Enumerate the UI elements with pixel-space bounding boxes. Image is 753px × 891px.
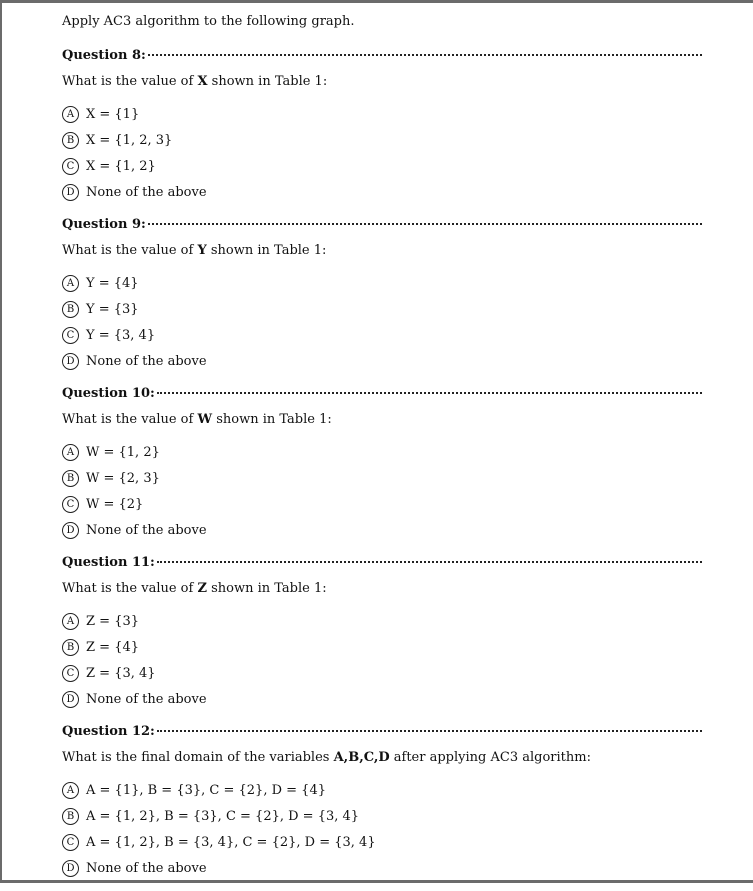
option-letter-circle[interactable]: C: [62, 834, 79, 851]
prompt-variable: X: [197, 74, 208, 89]
options-list: [62, 777, 702, 881]
prompt-text: after applying AC3 algorithm:: [389, 750, 591, 765]
option-text: A = {1, 2}, B = {3, 4}, C = {2}, D = {3, 4}: [86, 834, 376, 850]
option-a[interactable]: [62, 270, 702, 296]
prompt-text: shown in Table 1:: [212, 412, 332, 427]
option-letter-circle[interactable]: A: [62, 444, 79, 461]
question-header: [62, 46, 702, 66]
option-text: A = {1, 2}, B = {3}, C = {2}, D = {3, 4}: [86, 808, 360, 824]
prompt-text: What is the value of: [62, 243, 198, 258]
prompt-text: What is the value of: [62, 74, 198, 89]
option-c[interactable]: [62, 153, 702, 179]
option-text: A = {1}, B = {3}, C = {2}, D = {4}: [86, 782, 326, 798]
question-8: [62, 46, 702, 215]
option-letter-circle[interactable]: D: [62, 522, 79, 539]
dotted-leader: [148, 223, 702, 225]
option-d[interactable]: [62, 348, 702, 374]
prompt-text: shown in Table 1:: [206, 581, 327, 596]
question-10: [62, 384, 702, 553]
option-b[interactable]: [62, 127, 702, 153]
option-letter-circle[interactable]: C: [62, 327, 79, 344]
option-letter-circle[interactable]: C: [62, 496, 79, 513]
option-text: W = {2}: [86, 496, 144, 512]
option-c[interactable]: [62, 322, 702, 348]
option-letter-circle[interactable]: D: [62, 860, 79, 877]
option-text: Y = {4}: [86, 275, 139, 291]
option-b[interactable]: [62, 803, 702, 829]
question-12: [62, 722, 702, 891]
dotted-leader: [157, 730, 702, 732]
question-prompt: [62, 241, 702, 261]
option-letter-circle[interactable]: B: [62, 808, 79, 825]
prompt-text: shown in Table 1:: [206, 243, 327, 258]
option-letter-circle[interactable]: B: [62, 132, 79, 149]
option-text: Y = {3, 4}: [86, 327, 156, 343]
option-text: X = {1, 2, 3}: [86, 132, 173, 148]
option-b[interactable]: [62, 296, 702, 322]
question-11: [62, 553, 702, 722]
question-header: [62, 722, 702, 742]
option-letter-circle[interactable]: B: [62, 301, 79, 318]
question-prompt: [62, 410, 702, 430]
question-title: Question 8:: [62, 48, 146, 63]
option-d[interactable]: [62, 517, 702, 543]
prompt-text: What is the value of: [62, 412, 198, 427]
option-text: W = {2, 3}: [86, 470, 160, 486]
option-letter-circle[interactable]: A: [62, 275, 79, 292]
option-letter-circle[interactable]: D: [62, 353, 79, 370]
question-title: Question 10:: [62, 386, 155, 401]
option-letter-circle[interactable]: A: [62, 613, 79, 630]
option-text: None of the above: [86, 522, 207, 538]
option-a[interactable]: [62, 608, 702, 634]
option-c[interactable]: [62, 829, 702, 855]
question-header: [62, 384, 702, 404]
question-prompt: [62, 579, 702, 599]
option-letter-circle[interactable]: C: [62, 158, 79, 175]
option-d[interactable]: [62, 179, 702, 205]
option-letter-circle[interactable]: A: [62, 782, 79, 799]
dotted-leader: [157, 561, 702, 563]
option-letter-circle[interactable]: A: [62, 106, 79, 123]
options-list: [62, 101, 702, 205]
prompt-variable: A,B,C,D: [333, 750, 390, 765]
question-prompt: [62, 72, 702, 92]
option-b[interactable]: [62, 465, 702, 491]
option-text: W = {1, 2}: [86, 444, 160, 460]
option-d[interactable]: [62, 686, 702, 712]
option-text: Y = {3}: [86, 301, 139, 317]
question-prompt: [62, 748, 702, 768]
option-text: Z = {3, 4}: [86, 665, 156, 681]
options-list: [62, 608, 702, 712]
prompt-text: What is the final domain of the variables: [62, 750, 334, 765]
option-text: Z = {3}: [86, 613, 140, 629]
document-page: [62, 12, 702, 891]
option-text: Z = {4}: [86, 639, 140, 655]
option-text: X = {1, 2}: [86, 158, 156, 174]
question-title: Question 9:: [62, 217, 146, 232]
question-header: [62, 553, 702, 573]
question-header: [62, 215, 702, 235]
option-text: None of the above: [86, 860, 207, 876]
option-a[interactable]: [62, 777, 702, 803]
option-a[interactable]: [62, 439, 702, 465]
options-list: [62, 270, 702, 374]
dotted-leader: [157, 392, 702, 394]
dotted-leader: [148, 54, 702, 56]
prompt-text: What is the value of: [62, 581, 198, 596]
prompt-variable: Z: [197, 581, 207, 596]
prompt-text: shown in Table 1:: [207, 74, 328, 89]
question-title: Question 11:: [62, 555, 155, 570]
option-text: None of the above: [86, 184, 207, 200]
option-letter-circle[interactable]: B: [62, 639, 79, 656]
option-c[interactable]: [62, 660, 702, 686]
options-list: [62, 439, 702, 543]
page-frame-left: [0, 0, 2, 883]
option-letter-circle[interactable]: D: [62, 691, 79, 708]
page-frame-top: [0, 0, 753, 3]
option-text: None of the above: [86, 353, 207, 369]
question-title: Question 12:: [62, 724, 155, 739]
prompt-variable: W: [197, 412, 213, 427]
option-letter-circle[interactable]: D: [62, 184, 79, 201]
intro-text: Apply AC3 algorithm to the following graph.: [62, 14, 355, 29]
option-text: X = {1}: [86, 106, 140, 122]
option-d[interactable]: [62, 855, 702, 881]
option-b[interactable]: [62, 634, 702, 660]
option-text: None of the above: [86, 691, 207, 707]
option-letter-circle[interactable]: C: [62, 665, 79, 682]
option-a[interactable]: [62, 101, 702, 127]
question-9: [62, 215, 702, 384]
prompt-variable: Y: [197, 243, 207, 258]
option-letter-circle[interactable]: B: [62, 470, 79, 487]
option-c[interactable]: [62, 491, 702, 517]
